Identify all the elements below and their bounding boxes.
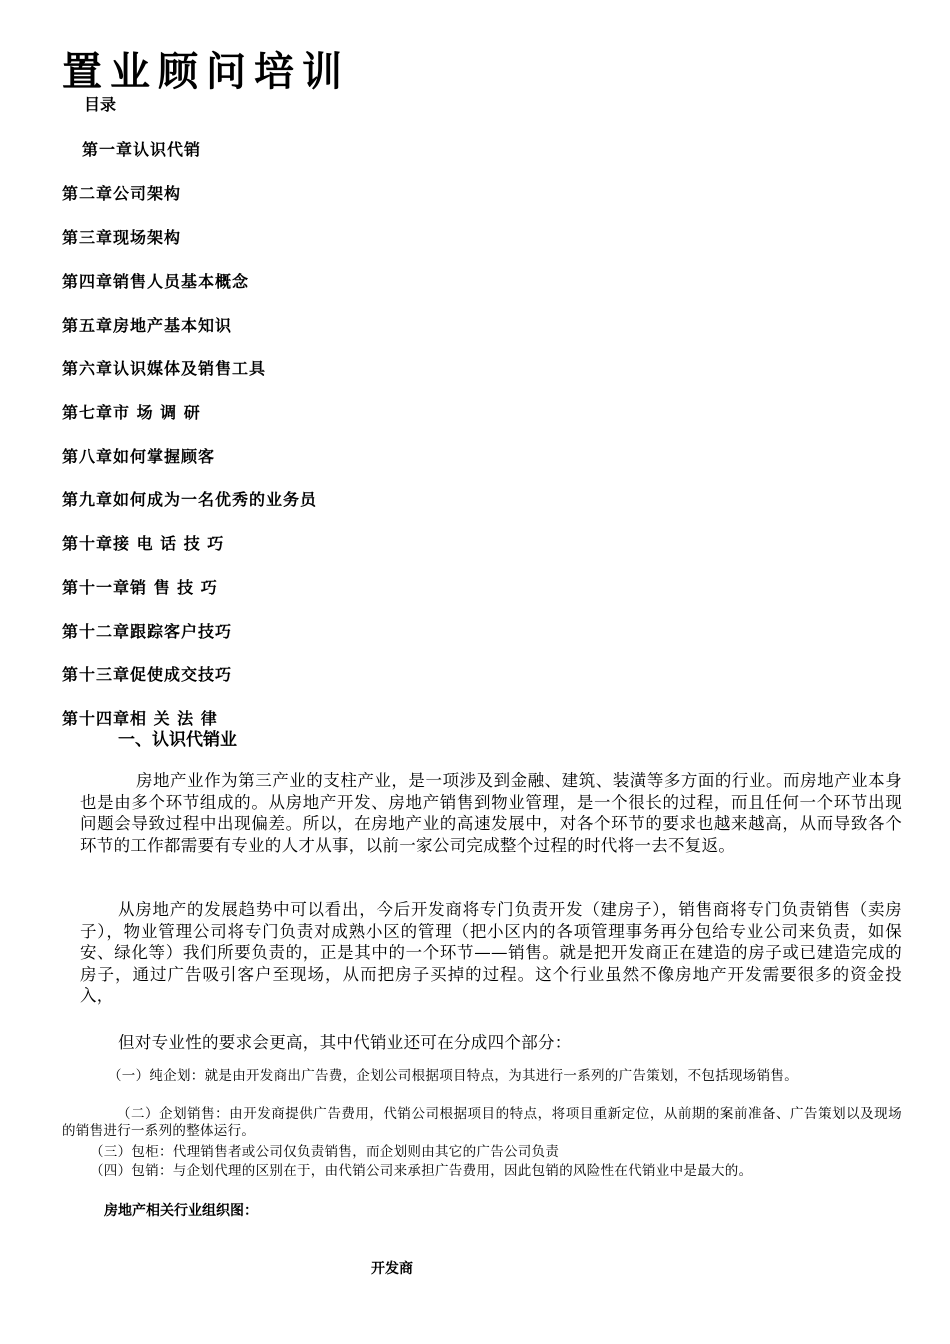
toc-item-chapter-13: 第十三章促使成交技巧 bbox=[62, 665, 233, 684]
toc-item-chapter-8: 第八章如何掌握顾客 bbox=[62, 447, 216, 466]
toc-item-chapter-5: 第五章房地产基本知识 bbox=[62, 316, 233, 335]
part-item-4: （四）包销：与企划代理的区别在于，由代销公司来承担广告费用，因此包销的风险性在代销业中是最大的。 bbox=[90, 1163, 753, 1179]
toc-item-chapter-11: 第十一章销 售 技 巧 bbox=[62, 578, 218, 597]
toc-item-chapter-14: 第十四章相 关 法 律 bbox=[62, 709, 218, 728]
org-chart-heading: 房地产相关行业组织图： bbox=[104, 1203, 258, 1219]
org-chart-node-developer: 开发商 bbox=[371, 1261, 413, 1277]
toc-item-chapter-6: 第六章认识媒体及销售工具 bbox=[62, 359, 267, 378]
part-item-1: （一）纯企划：就是由开发商出广告费，企划公司根据项目特点，为其进行一系列的广告策划，不包括现场销售。 bbox=[108, 1068, 798, 1084]
toc-item-chapter-9: 第九章如何成为一名优秀的业务员 bbox=[62, 490, 318, 509]
toc-item-chapter-12: 第十二章跟踪客户技巧 bbox=[62, 622, 233, 641]
body-paragraph-1: 房地产业作为第三产业的支柱产业，是一项涉及到金融、建筑、装潢等多方面的行业。而房地产业本身也是由多个环节组成的。从房地产开发、房地产销售到物业管理，是一个很长的过程，而且任何一个环节出现问题会导致过程中出现偏差。所以，在房地产业的高速发展中，对各个环节的要求也越来越高，从而导致各个环节的工作都需要有专业的人才从事，以前一家公司完成整个过程的时代将一去不复返。 bbox=[80, 771, 902, 855]
body-paragraph-2: 从房地产的发展趋势中可以看出，今后开发商将专门负责开发（建房子），销售商将专门负责销售（卖房子），物业管理公司将专门负责对成熟小区的管理（把小区内的各项管理事务再分包给专业公司来负责，如保安、绿化等）我们所要负责的，正是其中的一个环节——销售。就是把开发商正在建造的房子或已建造完成的房子，通过广告吸引客户至现场，从而把房子买掉的过程。这个行业虽然不像房地产开发需要很多的资金投入， bbox=[80, 900, 902, 1005]
toc-item-chapter-3: 第三章现场架构 bbox=[62, 228, 182, 247]
part-item-2: （二）企划销售：由开发商提供广告费用，代销公司根据项目的特点，将项目重新定位，从前期的案前准备、广告策划以及现场的销售进行一系列的整体运行。 bbox=[62, 1106, 902, 1139]
toc-item-chapter-4: 第四章销售人员基本概念 bbox=[62, 272, 250, 291]
toc-item-chapter-2: 第二章公司架构 bbox=[62, 184, 182, 203]
body-paragraph-3: 但对专业性的要求会更高，其中代销业还可在分成四个部分： bbox=[118, 1033, 572, 1052]
part-item-3: （三）包柜：代理销售者或公司仅负责销售，而企划则由其它的广告公司负责 bbox=[90, 1144, 560, 1160]
document-title: 置业顾问培训 bbox=[62, 49, 350, 95]
toc-item-chapter-10: 第十章接 电 话 技 巧 bbox=[62, 534, 225, 553]
toc-heading: 目录 bbox=[84, 95, 117, 114]
toc-item-chapter-7: 第七章市 场 调 研 bbox=[62, 403, 201, 422]
toc-item-chapter-1: 第一章认识代销 bbox=[82, 140, 202, 159]
section-heading: 一、认识代销业 bbox=[118, 730, 237, 750]
